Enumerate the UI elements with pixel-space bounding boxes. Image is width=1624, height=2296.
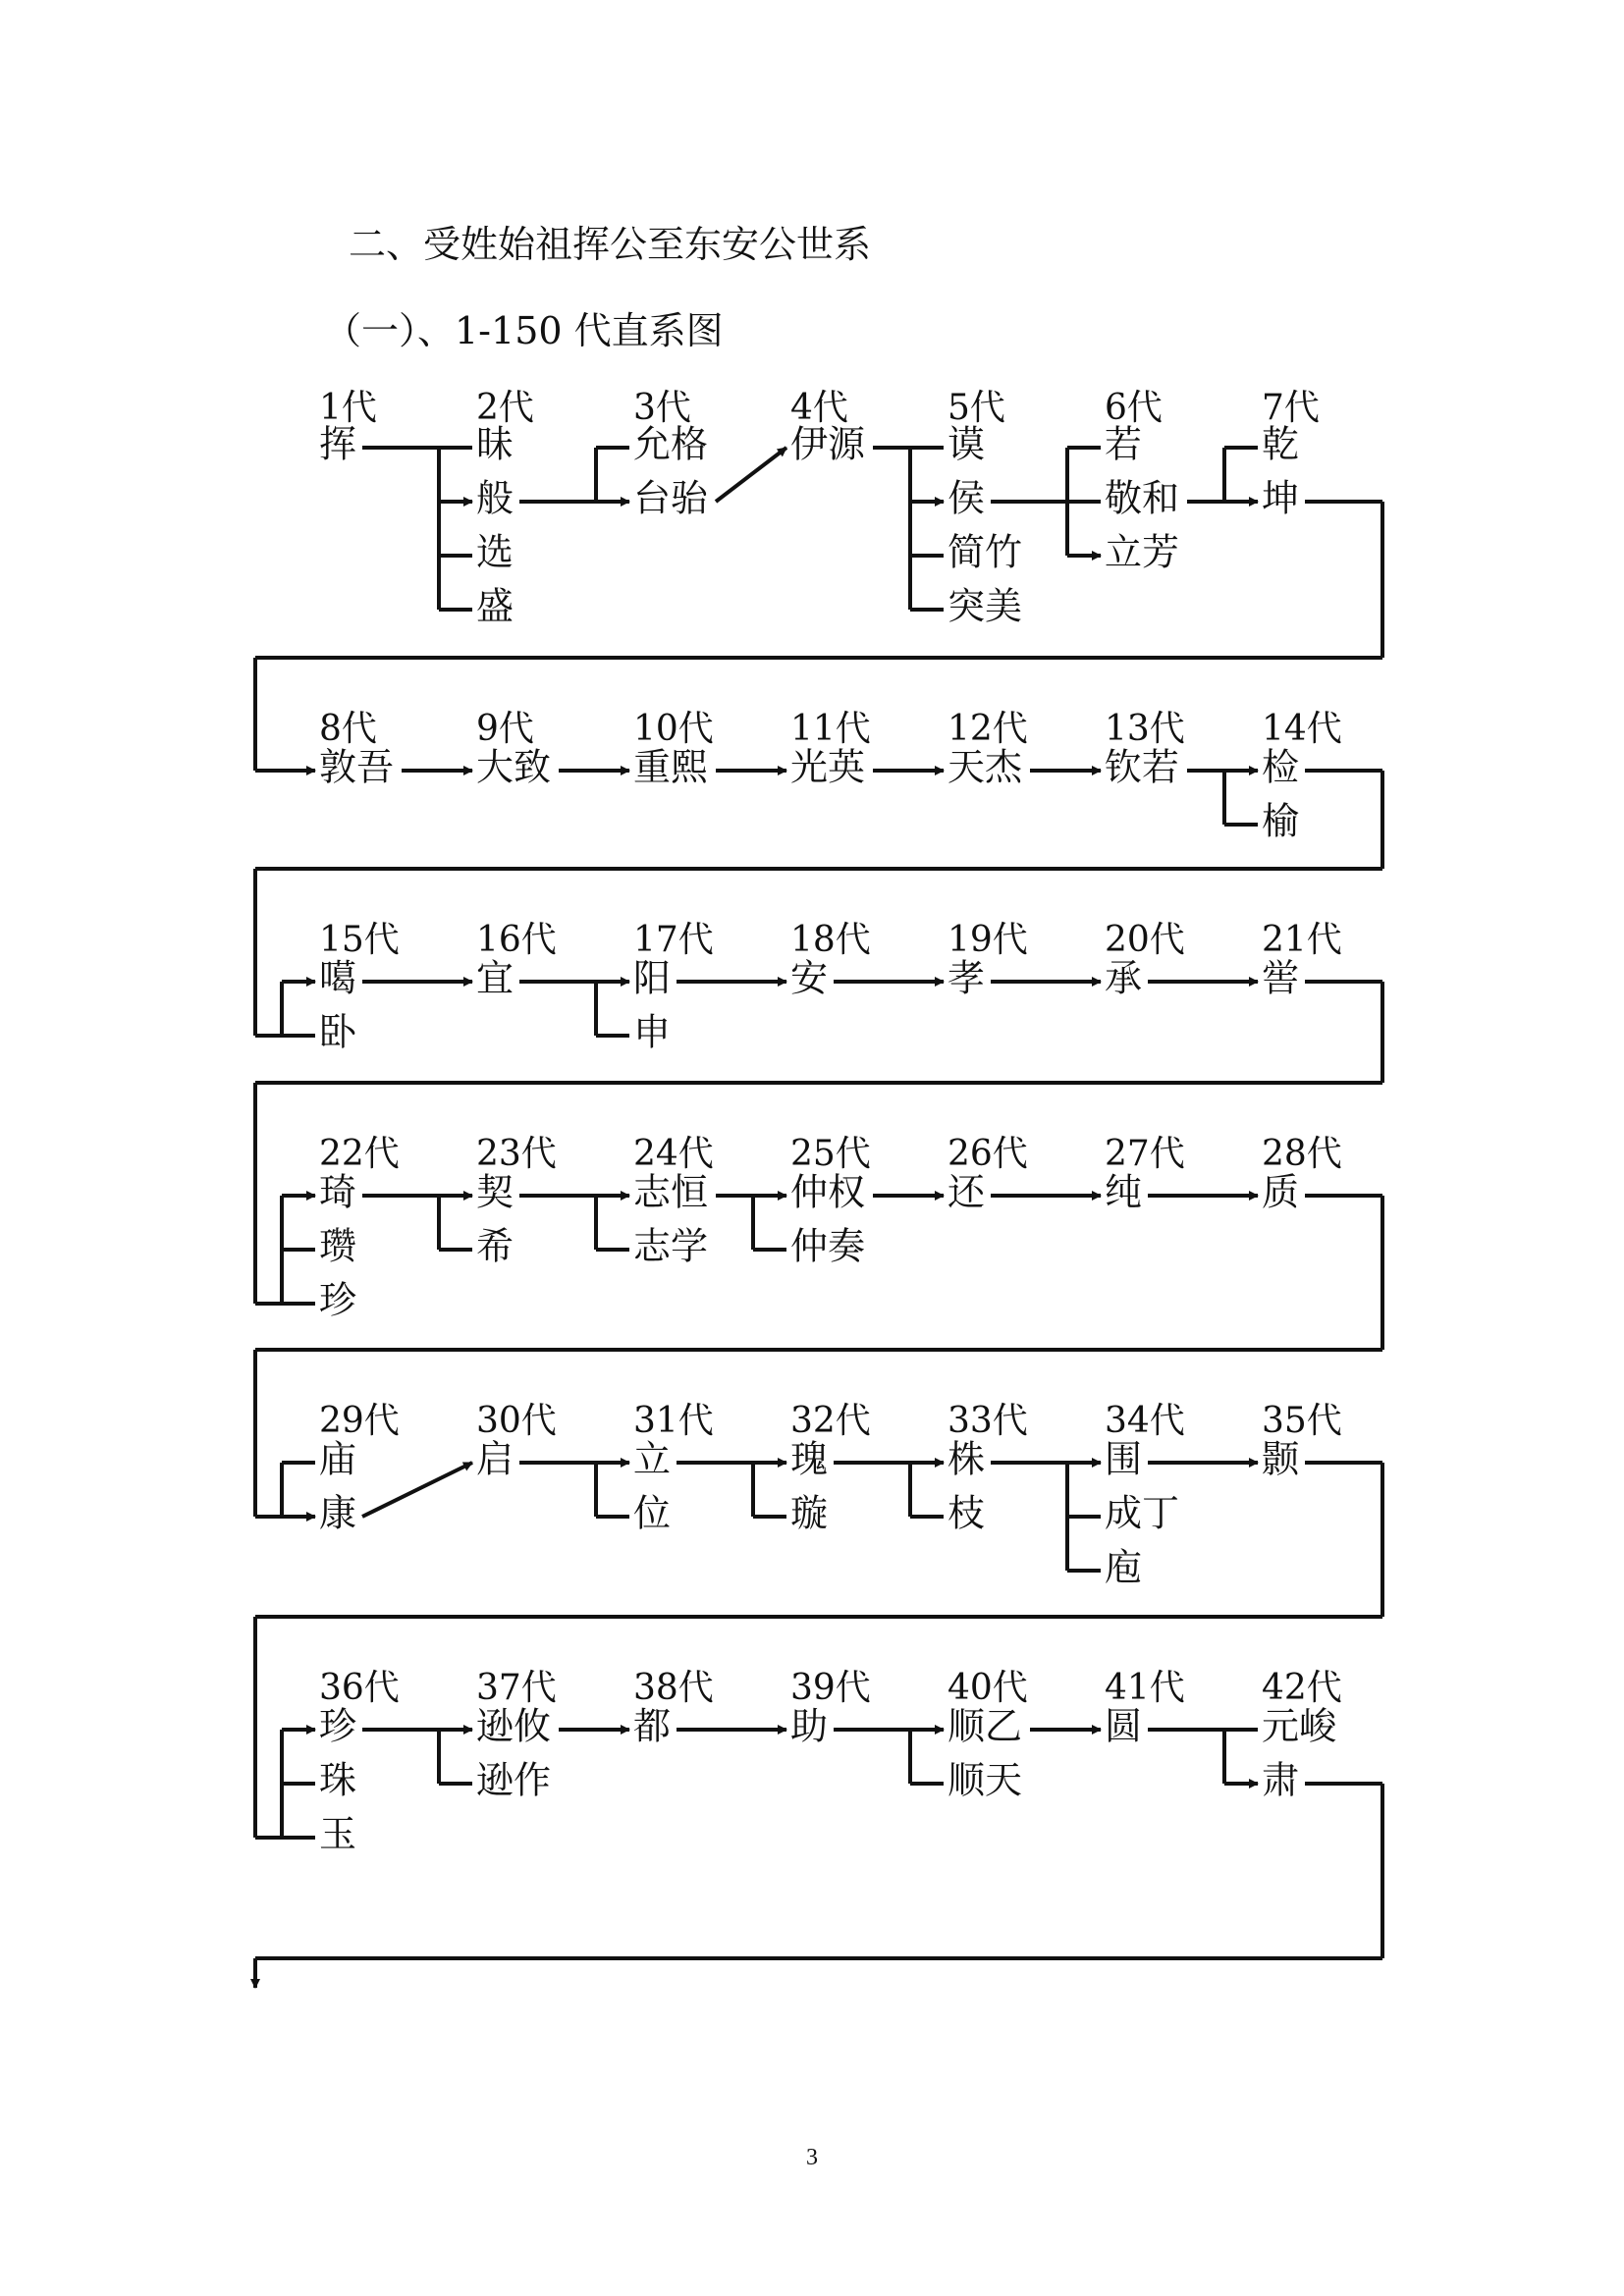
person-name: 还: [947, 1170, 986, 1214]
person-name: 志学: [633, 1224, 709, 1268]
generation-label: 10代: [633, 709, 714, 749]
person-name: 助: [790, 1704, 829, 1748]
generation-label: 14代: [1262, 709, 1342, 749]
generation-label: 24代: [633, 1134, 714, 1174]
person-name: 珍: [319, 1704, 357, 1748]
generation-label: 11代: [790, 709, 871, 749]
person-name: 乾: [1262, 422, 1300, 466]
generation-label: 12代: [947, 709, 1028, 749]
person-name: 志恒: [633, 1170, 709, 1214]
person-name: 挥: [319, 422, 357, 466]
person-name: 玉: [319, 1812, 357, 1856]
person-name: 若: [1105, 422, 1143, 466]
person-name: 启: [476, 1437, 514, 1481]
person-name: 璇: [790, 1491, 829, 1535]
person-name: 孝: [947, 956, 986, 1000]
person-name: 噶: [319, 956, 357, 1000]
person-name: 成丁: [1105, 1491, 1180, 1535]
person-name: 敬和: [1105, 476, 1180, 520]
generation-label: 20代: [1105, 920, 1185, 960]
person-name: 选: [476, 530, 514, 574]
person-name: 康: [319, 1491, 357, 1535]
generation-label: 38代: [633, 1668, 714, 1708]
generation-label: 25代: [790, 1134, 871, 1174]
person-name: 光英: [790, 745, 866, 789]
person-name: 允格: [633, 422, 709, 466]
generation-label: 2代: [476, 388, 534, 428]
person-name: 质: [1262, 1170, 1300, 1214]
generation-label: 35代: [1262, 1401, 1342, 1441]
generation-label: 28代: [1262, 1134, 1342, 1174]
person-name: 顺乙: [947, 1704, 1023, 1748]
person-name: 突美: [947, 584, 1023, 628]
generation-label: 18代: [790, 920, 871, 960]
person-name: 申: [633, 1010, 672, 1054]
generation-label: 22代: [319, 1134, 400, 1174]
person-name: 纯: [1105, 1170, 1143, 1214]
person-name: 瓒: [319, 1224, 357, 1268]
page-title: 二、受姓始祖挥公至东安公世系: [349, 223, 872, 266]
person-name: 庖: [1105, 1545, 1143, 1589]
page-number: 3: [806, 2145, 818, 2170]
generation-label: 3代: [633, 388, 691, 428]
person-name: 坤: [1262, 476, 1300, 520]
person-name: 宜: [476, 956, 514, 1000]
generation-label: 31代: [633, 1401, 714, 1441]
person-name: 圆: [1105, 1704, 1143, 1748]
generation-label: 16代: [476, 920, 557, 960]
person-name: 承: [1105, 956, 1143, 1000]
generation-label: 5代: [947, 388, 1005, 428]
generation-label: 1代: [319, 388, 377, 428]
generation-label: 9代: [476, 709, 534, 749]
person-name: 安: [790, 956, 829, 1000]
person-name: 伊源: [790, 422, 866, 466]
generation-label: 4代: [790, 388, 848, 428]
person-name: 逊作: [476, 1758, 552, 1802]
generation-label: 36代: [319, 1668, 400, 1708]
generation-label: 15代: [319, 920, 400, 960]
person-name: 谟: [947, 422, 986, 466]
person-name: 昧: [476, 422, 514, 466]
person-name: 喾: [1262, 956, 1300, 1000]
generation-label: 32代: [790, 1401, 871, 1441]
person-name: 逊攸: [476, 1704, 552, 1748]
person-name: 钦若: [1105, 745, 1180, 789]
generation-label: 23代: [476, 1134, 557, 1174]
person-name: 位: [633, 1491, 672, 1535]
generation-label: 27代: [1105, 1134, 1185, 1174]
person-name: 珠: [319, 1758, 357, 1802]
person-name: 契: [476, 1170, 514, 1214]
generation-label: 40代: [947, 1668, 1028, 1708]
person-name: 元峻: [1262, 1704, 1337, 1748]
generation-label: 8代: [319, 709, 377, 749]
person-name: 颢: [1262, 1437, 1300, 1481]
person-name: 庙: [319, 1437, 357, 1481]
person-name: 侯: [947, 476, 986, 520]
person-name: 阳: [633, 956, 672, 1000]
generation-label: 7代: [1262, 388, 1320, 428]
generation-label: 42代: [1262, 1668, 1342, 1708]
person-name: 台骀: [633, 476, 709, 520]
person-name: 希: [476, 1224, 514, 1268]
person-name: 般: [476, 476, 514, 520]
generation-label: 37代: [476, 1668, 557, 1708]
person-name: 榆: [1262, 799, 1300, 843]
person-name: 珍: [319, 1278, 357, 1322]
person-name: 枝: [947, 1491, 986, 1535]
generation-label: 39代: [790, 1668, 871, 1708]
generation-label: 19代: [947, 920, 1028, 960]
chart-subtitle: （一）、1-150 代直系图: [324, 309, 724, 352]
generation-label: 29代: [319, 1401, 400, 1441]
lineage-connector: [716, 448, 786, 502]
person-name: 天杰: [947, 745, 1023, 789]
person-name: 仲权: [790, 1170, 866, 1214]
generation-label: 26代: [947, 1134, 1028, 1174]
person-name: 琦: [319, 1170, 357, 1214]
person-name: 围: [1105, 1437, 1143, 1481]
person-name: 检: [1262, 745, 1300, 789]
person-name: 株: [947, 1437, 986, 1481]
person-name: 大致: [476, 745, 552, 789]
person-name: 敦吾: [319, 745, 395, 789]
person-name: 肃: [1262, 1758, 1300, 1802]
person-name: 盛: [476, 584, 514, 628]
generation-label: 33代: [947, 1401, 1028, 1441]
generation-label: 21代: [1262, 920, 1342, 960]
person-name: 顺天: [947, 1758, 1023, 1802]
generation-label: 13代: [1105, 709, 1185, 749]
generation-label: 30代: [476, 1401, 557, 1441]
person-name: 简竹: [947, 530, 1023, 574]
person-name: 立: [633, 1437, 672, 1481]
person-name: 瑰: [790, 1437, 829, 1481]
generation-label: 6代: [1105, 388, 1163, 428]
person-name: 重熙: [633, 745, 709, 789]
generation-label: 34代: [1105, 1401, 1185, 1441]
lineage-connector: [362, 1463, 472, 1517]
person-name: 都: [633, 1704, 672, 1748]
person-name: 卧: [319, 1010, 357, 1054]
generation-label: 17代: [633, 920, 714, 960]
person-name: 仲奏: [790, 1224, 866, 1268]
person-name: 立芳: [1105, 530, 1180, 574]
generation-label: 41代: [1105, 1668, 1185, 1708]
